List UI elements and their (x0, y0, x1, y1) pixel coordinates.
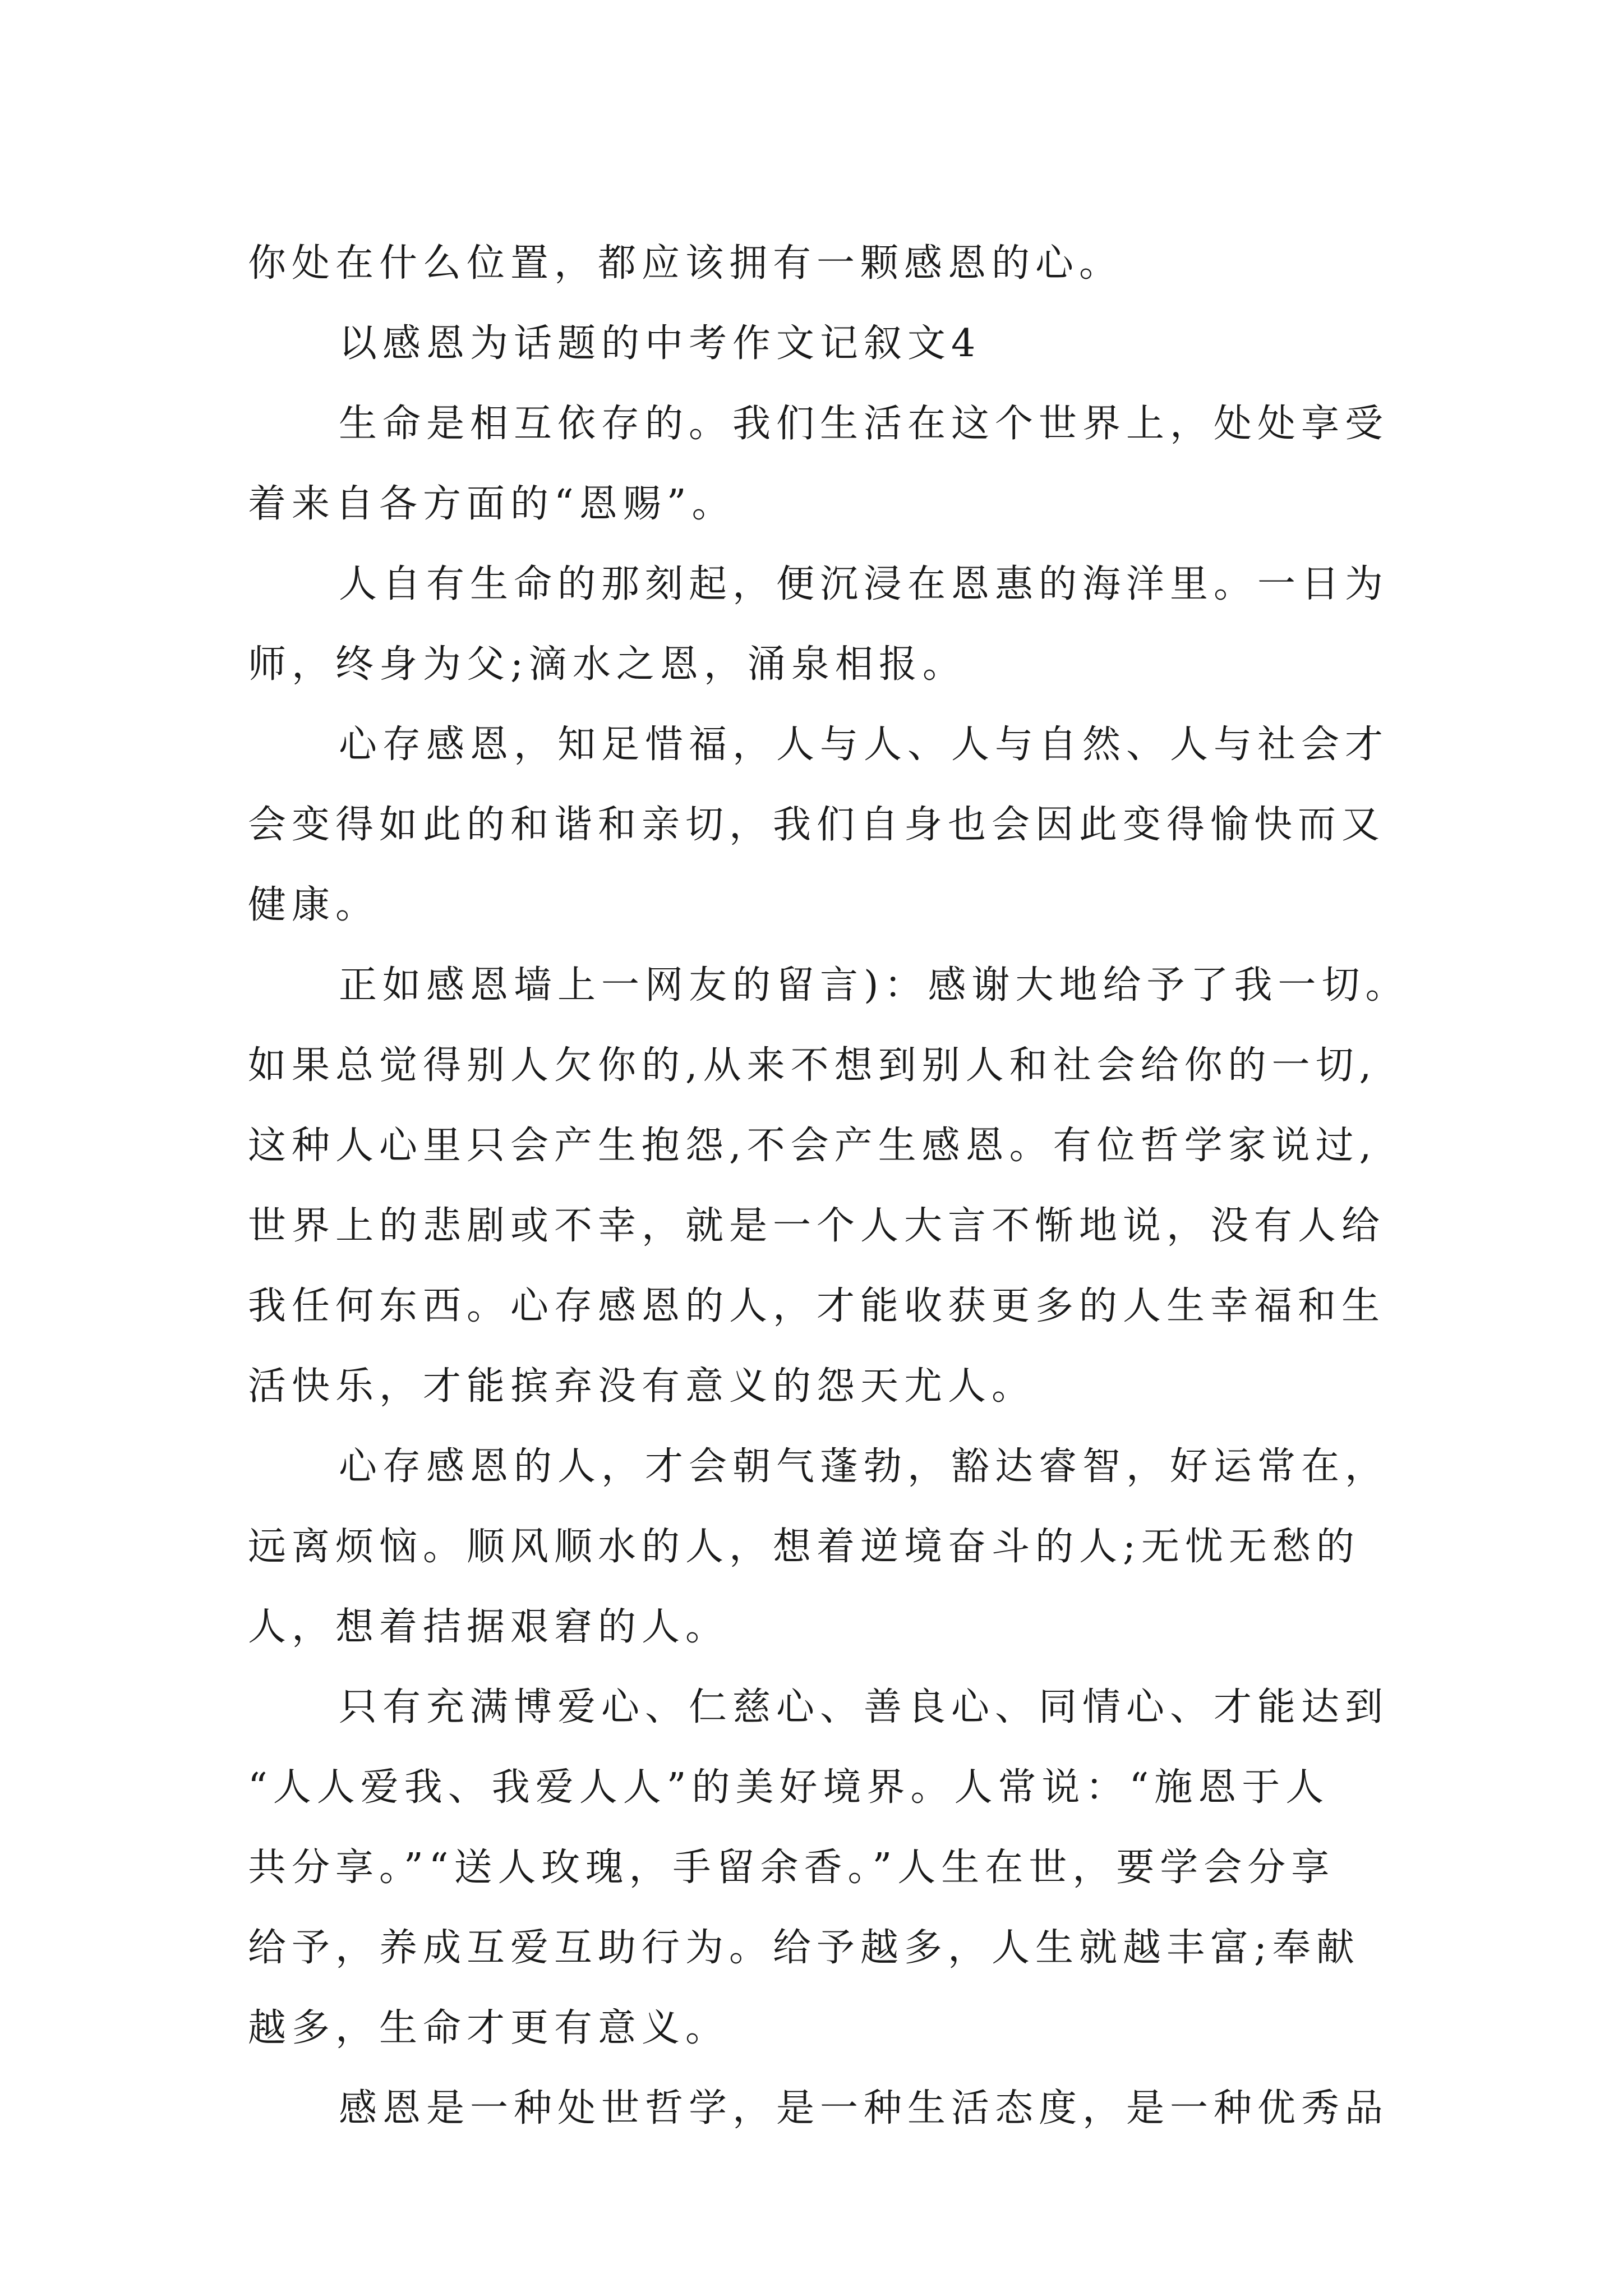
text-line: 越多，生命才更有意义。 (248, 2006, 730, 2050)
text-line: 生命是相互依存的。我们生活在这个世界上，处处享受 (339, 402, 1389, 446)
text-line: 给予，养成互爱互助行为。给予越多，人生就越丰富;奉献 (248, 1926, 1360, 1970)
text-line: 心存感恩，知足惜福，人与人、人与自然、人与社会才 (339, 723, 1389, 767)
text-line: 正如感恩墙上一网友的留言)：感谢大地给予了我一切。 (339, 963, 1409, 1007)
text-line: 健康。 (248, 883, 380, 927)
text-line: “人人爱我、我爱人人”的美好境界。人常说：“施恩于人 (248, 1765, 1330, 1810)
text-line: 着来自各方面的“恩赐”。 (248, 482, 736, 526)
text-line: 我任何东西。心存感恩的人，才能收获更多的人生幸福和生 (248, 1284, 1386, 1328)
text-line: 只有充满博爱心、仁慈心、善良心、同情心、才能达到 (339, 1685, 1389, 1729)
text-line: 心存感恩的人，才会朝气蓬勃，豁达睿智，好运常在， (339, 1444, 1389, 1489)
text-line: 人，想着拮据艰窘的人。 (248, 1605, 730, 1649)
section-heading: 以感恩为话题的中考作文记叙文4 (339, 321, 981, 366)
text-line: 活快乐，才能摈弃没有意义的怨天尤人。 (248, 1364, 1036, 1409)
text-line: 共分享。”“送人玫瑰，手留余香。”人生在世，要学会分享 (248, 1846, 1335, 1890)
text-line: 师，终身为父;滴水之恩，涌泉相报。 (248, 642, 966, 687)
text-line: 感恩是一种处世哲学，是一种生活态度，是一种优秀品 (339, 2086, 1389, 2131)
text-line: 如果总觉得别人欠你的,从来不想到别人和社会给你的一切, (248, 1043, 1377, 1088)
text-line: 远离烦恼。顺风顺水的人，想着逆境奋斗的人;无忧无愁的 (248, 1525, 1360, 1569)
text-line: 这种人心里只会产生抱怨,不会产生感恩。有位哲学家说过, (248, 1124, 1377, 1168)
text-line: 世界上的悲剧或不幸，就是一个人大言不惭地说，没有人给 (248, 1204, 1386, 1248)
text-line: 人自有生命的那刻起，便沉浸在恩惠的海洋里。一日为 (339, 562, 1389, 606)
text-line: 你处在什么位置，都应该拥有一颗感恩的心。 (248, 241, 1123, 286)
text-line: 会变得如此的和谐和亲切，我们自身也会因此变得愉快而又 (248, 803, 1386, 847)
